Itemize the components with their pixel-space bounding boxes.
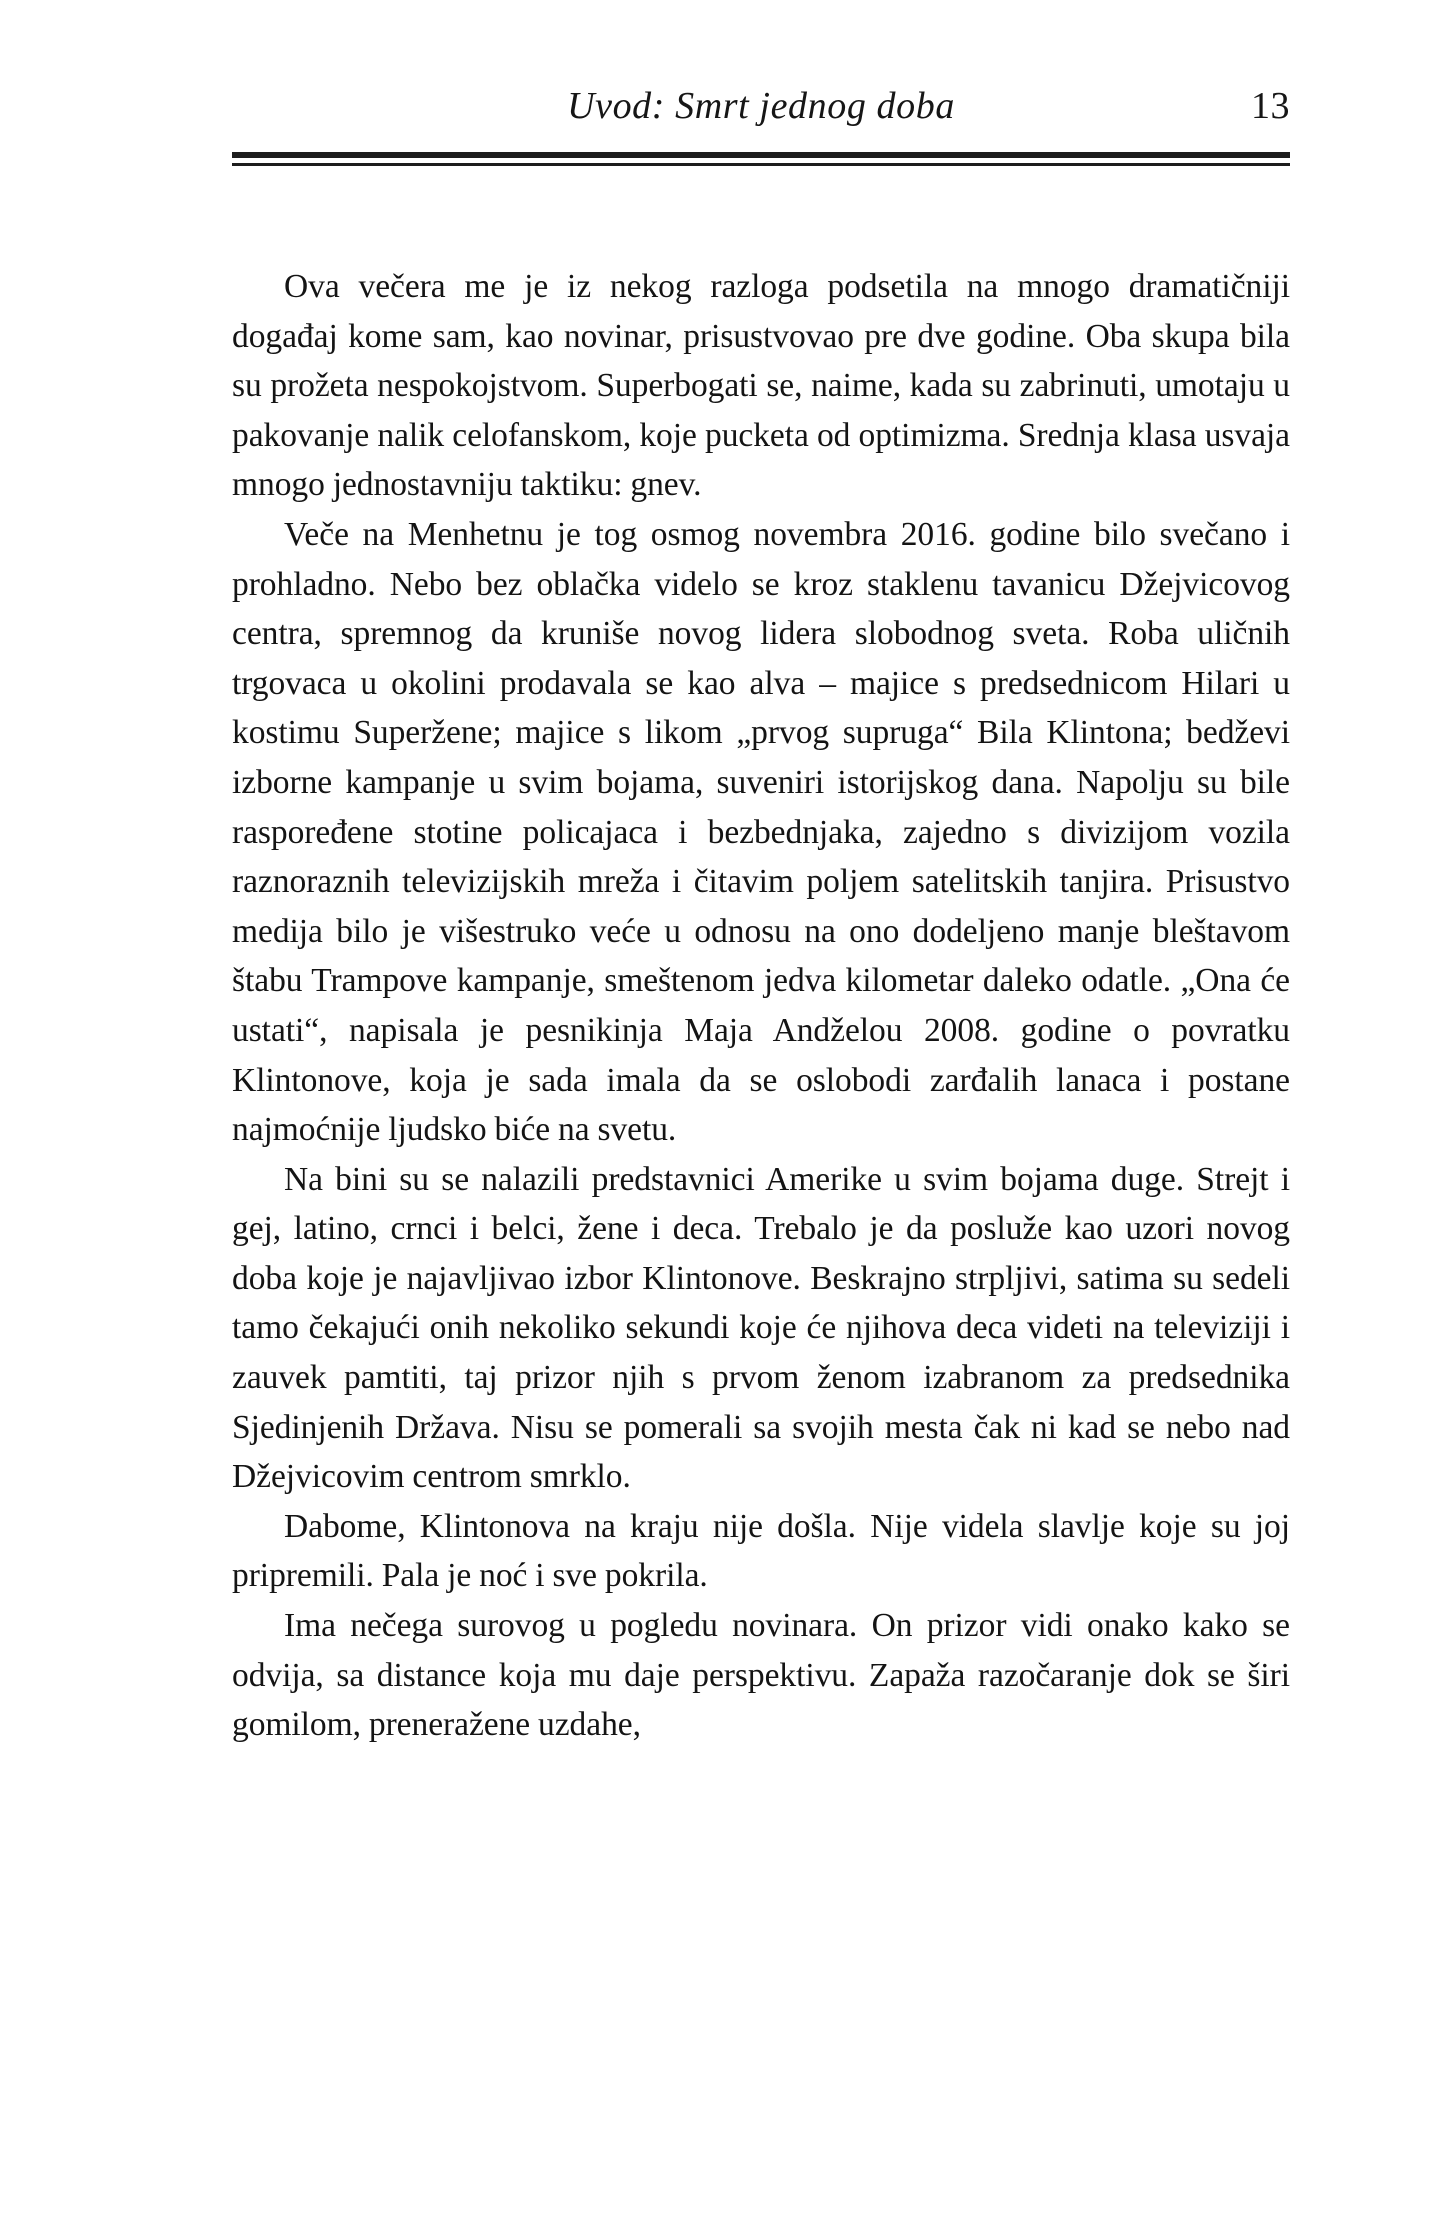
paragraph: Ima nečega surovog u pogledu novinara. On prizor vidi onako kako se odvija, sa distance koja mu daje perspektivu. Zapaža razočaranje dok se širi gomilom, preneražene uzdahe, bbox=[232, 1607, 1290, 1744]
paragraph: Na bini su se nalazili predstavnici Amerike u svim bojama duge. Strejt i gej, latino, crnci i belci, žene i deca. Trebalo je da posluže kao uzori novog doba koje je najavljivao izbor Klintonove. Beskrajno strpljivi, satima su sedeli tamo čekajući onih nekoliko sekundi koje će njihova deca videti na televiziji i zauvek pamtiti, taj prizor njih s prvom ženom izabranom za predsednika Sjedinjenih Država. Nisu se pomerali sa svojih mesta čak ni kad se nebo nad Džejvicovim centrom smrklo. bbox=[232, 1160, 1290, 1496]
page-number: 13 bbox=[1251, 85, 1290, 127]
paragraph: Veče na Menhetnu je tog osmog novembra 2016. godine bilo svečano i prohladno. Nebo bez oblačka videlo se kroz staklenu tavanicu Džejvicovog centra, spremnog da kruniše novog lidera slobodnog sveta. Roba uličnih trgovaca u okolini prodavala se kao alva – majice s predsednicom Hilari u kostimu Superžene; majice s likom „prvog supruga“ Bila Klintona; bedževi izborne kampanje u svim bojama, suveniri istorijskog dana. Napolju su bile raspoređene stotine policajaca i bezbednjaka, zajedno s divizijom vozila raznoraznih televizijskih mreža i čitavim poljem satelitskih tanjira. Prisustvo medija bilo je višestruko veće u odnosu na ono dodeljeno manje bleštavom štabu Trampove kampanje, smeštenom jedva kilometar daleko odatle. „Ona će ustati“, napisala je pesnikinja Maja Andželou 2008. godine o povratku Klintonove, koja je sada imala da se oslobodi zarđalih lanaca i postane najmoćnije ljudsko biće na svetu. bbox=[232, 515, 1290, 1149]
header-row bbox=[232, 78, 1290, 150]
paragraph: Dabome, Klintonova na kraju nije došla. Nije videla slavlje koje su joj pripremili. Pala je noć i sve pokrila. bbox=[232, 1507, 1290, 1595]
body-text bbox=[232, 262, 1290, 1750]
page-header bbox=[232, 78, 1290, 166]
running-head: Uvod: Smrt jednog doba bbox=[567, 85, 955, 127]
paragraph: Ova večera me je iz nekog razloga podsetila na mnogo dramatičniji događaj kome sam, kao novinar, prisustvovao pre dve godine. Oba skupa bila su prožeta nespokojstvom. Superbogati se, naime, kada su zabrinuti, umotaju u pakovanje nalik celofanskom, koje pucketa od optimizma. Srednja klasa usvaja mnogo jednostavniju taktiku: gnev. bbox=[232, 268, 1290, 504]
header-rule-thin bbox=[232, 163, 1290, 166]
